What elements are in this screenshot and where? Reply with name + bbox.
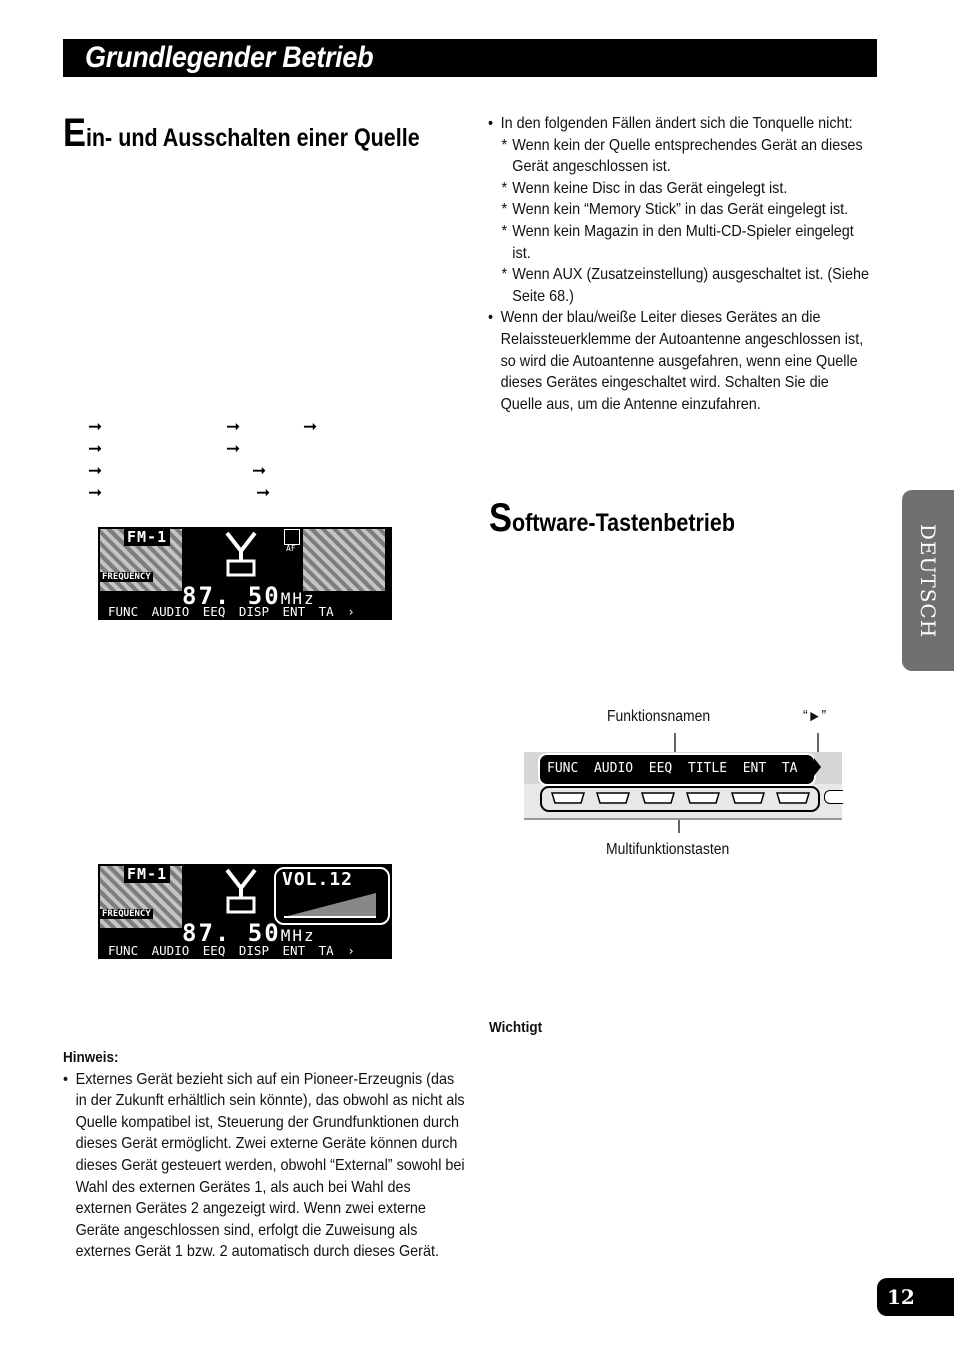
function-name: TITLE — [687, 761, 728, 776]
note-item: • Externes Gerät bezieht sich auf ein Pioneer-Erzeugnis (das in der Zukunft erhältlich sein könnte), das obwohl as nicht als Quelle kompatibel ist, Steuerung der Grundfunktionen durch dieses Gerät ermöglicht. Zwei externe Geräte können durch dieses Gerät gesteuert werden, obwohl “External” sowohl bei Wahl des externen Gerätes 1, als auch bei Wahl des externen Gerätes 2 angezeigt wird. Wenn zwei externe Geräte angeschlossen sind, erfolgt die Zuweisung als externes Gerät 1 bzw. 2 automatisch durch dieses Gerät. — [63, 1070, 465, 1261]
side-key — [824, 790, 843, 804]
arrow-icon: ➞ — [226, 417, 241, 436]
antenna-icon — [223, 868, 259, 916]
volume-label: VOL.12 — [282, 869, 354, 890]
header-bar — [63, 39, 877, 77]
note-heading: Hinweis: — [63, 1049, 119, 1066]
arrow-icon: ➞ — [226, 439, 241, 458]
section-initial: E — [63, 111, 86, 155]
function-name: AUDIO — [593, 761, 634, 776]
multifunction-key-group — [540, 786, 820, 812]
arrow-icon: ➞ — [88, 483, 103, 502]
function-name: TA — [781, 761, 798, 776]
arrow-icon: ➞ — [88, 461, 103, 480]
volume-bar-graphic — [282, 891, 378, 919]
page-number-badge — [877, 1278, 954, 1316]
page-title: Grundlegender Betrieb — [85, 41, 374, 74]
function-name: ENT — [742, 761, 767, 776]
section-title-software — [489, 496, 735, 541]
arrow-icon: ➞ — [252, 461, 267, 480]
note-block — [63, 1047, 468, 1263]
source-label: FM-1 — [124, 865, 170, 883]
page-number: 12 — [887, 1285, 915, 1309]
sub-item: * Wenn kein der Quelle entsprechendes Gerät an dieses Gerät angeschlossen ist. — [501, 136, 863, 176]
sub-item: * Wenn keine Disc in das Gerät eingelegt ist. — [501, 179, 788, 197]
signal-strength-icon — [284, 529, 300, 545]
antenna-icon — [223, 531, 259, 579]
frequency-value: 87. 50MHz — [182, 582, 316, 610]
label-arrow-symbol: “►” — [803, 708, 827, 725]
source-sequence-arrows — [88, 418, 388, 508]
lcd-display-tuner — [98, 527, 392, 620]
label-funktionsnamen: Funktionsnamen — [607, 708, 711, 725]
right-column-notes — [488, 113, 872, 415]
sub-item: * Wenn AUX (Zusatzeinstellung) ausgeschaltet ist. (Siehe Seite 68.) — [501, 266, 870, 305]
function-menu: FUNC AUDIO EEQ DISP ENT TA › — [108, 943, 355, 958]
function-name: EEQ — [648, 761, 673, 776]
section-initial: S — [489, 496, 512, 540]
frequency-value: 87. 50MHz — [182, 919, 316, 947]
bullet-item: • Wenn der blau/weiße Leiter dieses Gerätes an die Relaissteuerklemme der Autoantenne angeschlossen ist, so wird die Autoantenne ausgefahren, wenn eine Quelle dieses Gerätes eingeschaltet wird. Schalten Sie die Quelle aus, um die Antenne einzufahren. — [488, 309, 864, 413]
important-heading: Wichtigt — [489, 1019, 543, 1036]
sub-item: * Wenn kein “Memory Stick” in das Gerät eingelegt ist. — [501, 201, 849, 219]
arrow-icon: ➞ — [256, 483, 271, 502]
section-title-rest: oftware-Tastenbetrieb — [511, 509, 735, 537]
frequency-label: FREQUENCY — [102, 572, 151, 582]
sub-item: * Wenn kein Magazin in den Multi-CD-Spieler eingelegt ist. — [501, 222, 854, 262]
function-name: FUNC — [547, 761, 579, 776]
control-panel-diagram — [524, 752, 842, 818]
function-menu: FUNC AUDIO EEQ DISP ENT TA › — [108, 604, 355, 619]
bullet-item: • In den folgenden Fällen ändert sich die Tonquelle nicht: — [488, 115, 853, 132]
af-indicator: AF — [286, 544, 296, 553]
section-title-ein-aus — [63, 111, 420, 156]
frequency-label: FREQUENCY — [102, 909, 151, 919]
label-multifunktionstasten: Multifunktionstasten — [606, 841, 730, 858]
bullet: • — [63, 1070, 69, 1088]
lcd-display-volume — [98, 864, 392, 959]
function-name-display — [540, 755, 814, 784]
arrow-icon: ➞ — [303, 417, 318, 436]
arrow-icon: ➞ — [88, 417, 103, 436]
volume-indicator — [274, 867, 390, 925]
section-title-rest: in- und Ausschalten einer Quelle — [85, 124, 420, 152]
arrow-icon: ➞ — [88, 439, 103, 458]
language-tab: DEUTSCH — [902, 490, 954, 671]
source-label: FM-1 — [124, 528, 170, 546]
more-functions-arrow-icon — [814, 758, 821, 776]
